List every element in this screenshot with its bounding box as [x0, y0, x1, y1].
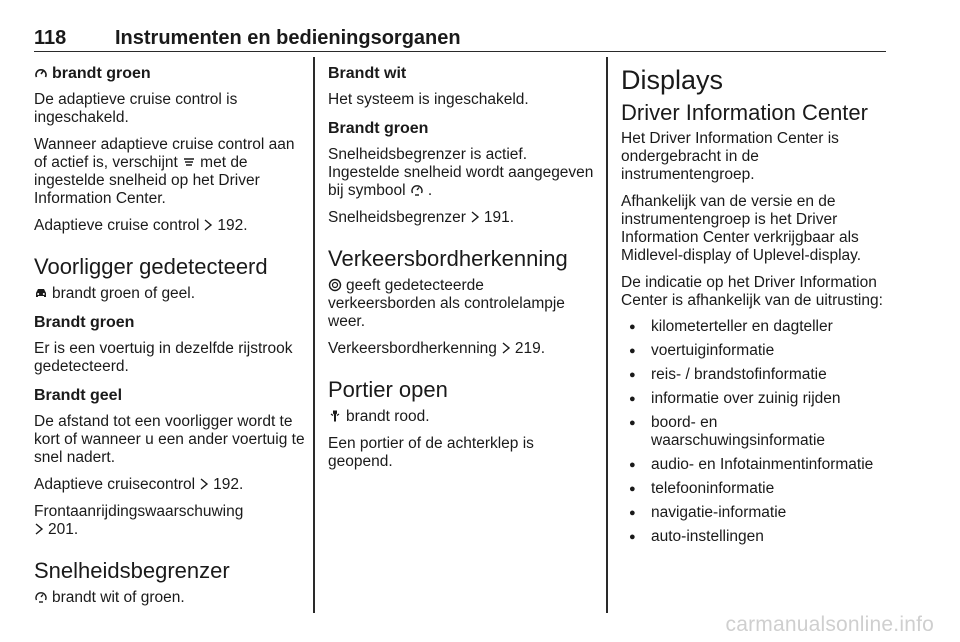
column-middle	[328, 64, 594, 471]
page-reference-arrow-icon	[203, 219, 213, 231]
column-divider	[313, 57, 315, 613]
yellow-heading: Brandt geel	[34, 387, 123, 404]
dic-paragraph-2: Afhankelijk van de versie en de instrumentengroep is het Driver Information Center verkrijgbaar als Midlevel-display of Uplevel-display.	[621, 193, 862, 264]
green-heading: Brandt groen	[34, 314, 135, 331]
page-title: Instrumenten en bedieningsorganen	[115, 27, 461, 49]
door-open-icon	[328, 409, 342, 423]
vehicle-ahead-text: brandt groen of geel.	[34, 285, 306, 303]
cruise-control-icon	[34, 66, 48, 80]
list-item: ● telefooninformatie	[621, 480, 889, 498]
door-open-text: brandt rood.	[328, 408, 594, 426]
equipment-list	[621, 318, 889, 546]
acc-reference[interactable]: Adaptieve cruise control 192.	[34, 217, 248, 234]
yellow-reference-1[interactable]: Adaptieve cruisecontrol 192.	[34, 476, 244, 493]
limiter-reference[interactable]: Snelheidsbegrenzer 191.	[328, 209, 515, 226]
watermark: carmanualsonline.info	[725, 613, 934, 636]
list-item: ● audio- en Infotainmentinformatie	[621, 456, 889, 474]
page-reference-arrow-icon	[199, 478, 209, 490]
vehicle-ahead-icon	[34, 286, 48, 300]
dic-paragraph-3: De indicatie op het Driver Information Center is afhankelijk van de uitrusting:	[621, 274, 883, 309]
dic-paragraph-1: Het Driver Information Center is ondergebracht in de instrumentengroep.	[621, 130, 839, 183]
speed-limiter-text: brandt wit of groen.	[34, 589, 306, 607]
list-item: ● navigatie-informatie	[621, 504, 889, 522]
acc-heading: brandt groen	[34, 64, 306, 83]
speed-limiter-icon	[410, 183, 424, 197]
speed-limiter-heading: Snelheidsbegrenzer	[34, 558, 230, 583]
dic-heading: Driver Information Center	[621, 100, 868, 125]
list-item: ● boord- en waarschuwingsinformatie	[621, 414, 889, 450]
column-divider	[606, 57, 608, 613]
list-item: ● auto-instellingen	[621, 528, 889, 546]
traffic-sign-text: geeft gedetecteerde verkeersborden als controlelampje weer.	[328, 277, 565, 330]
white-text: Het systeem is ingeschakeld.	[328, 91, 529, 108]
page-reference-arrow-icon	[470, 211, 480, 223]
traffic-sign-reference[interactable]: Verkeersbordherkenning 219.	[328, 340, 546, 357]
list-item: ● informatie over zuinig rijden	[621, 390, 889, 408]
yellow-reference-2[interactable]: Frontaanrijdingswaarschuwing 201.	[34, 503, 244, 538]
door-open-heading: Portier open	[328, 377, 448, 402]
white-heading: Brandt wit	[328, 65, 407, 82]
acc-text-2: Wanneer adaptieve cruise control aan of actief is, verschijnt met de ingestelde snelheid op het Driver Information Center.	[34, 136, 295, 207]
traffic-sign-icon	[328, 278, 342, 292]
speed-limiter-icon	[34, 590, 48, 604]
acc-text: De adaptieve cruise control is ingeschakeld.	[34, 91, 238, 126]
page-header	[34, 27, 886, 52]
vehicle-ahead-heading: Voorligger gedetecteerd	[34, 254, 268, 279]
traffic-sign-heading: Verkeersbordherkenning	[328, 246, 568, 271]
list-item: ● voertuiginformatie	[621, 342, 889, 360]
acc-car-icon	[182, 155, 196, 169]
page-reference-arrow-icon	[34, 523, 44, 535]
door-open-paragraph: Een portier of de achterklep is geopend.	[328, 435, 534, 470]
list-item: ● reis- / brandstofinformatie	[621, 366, 889, 384]
limiter-green-text: Snelheidsbegrenzer is actief. Ingestelde snelheid wordt aangegeven bij symbool .	[328, 146, 594, 199]
column-left	[34, 64, 306, 607]
page-reference-arrow-icon	[501, 342, 511, 354]
list-item: ● kilometerteller en dagteller	[621, 318, 889, 336]
column-right	[621, 64, 889, 552]
page-number: 118	[34, 27, 67, 49]
limiter-green-heading: Brandt groen	[328, 120, 429, 137]
yellow-text: De afstand tot een voorligger wordt te kort of wanneer u een ander voertuig te snel nadert.	[34, 413, 305, 466]
green-text: Er is een voertuig in dezelfde rijstrook gedetecteerd.	[34, 340, 293, 375]
displays-heading: Displays	[621, 65, 724, 95]
